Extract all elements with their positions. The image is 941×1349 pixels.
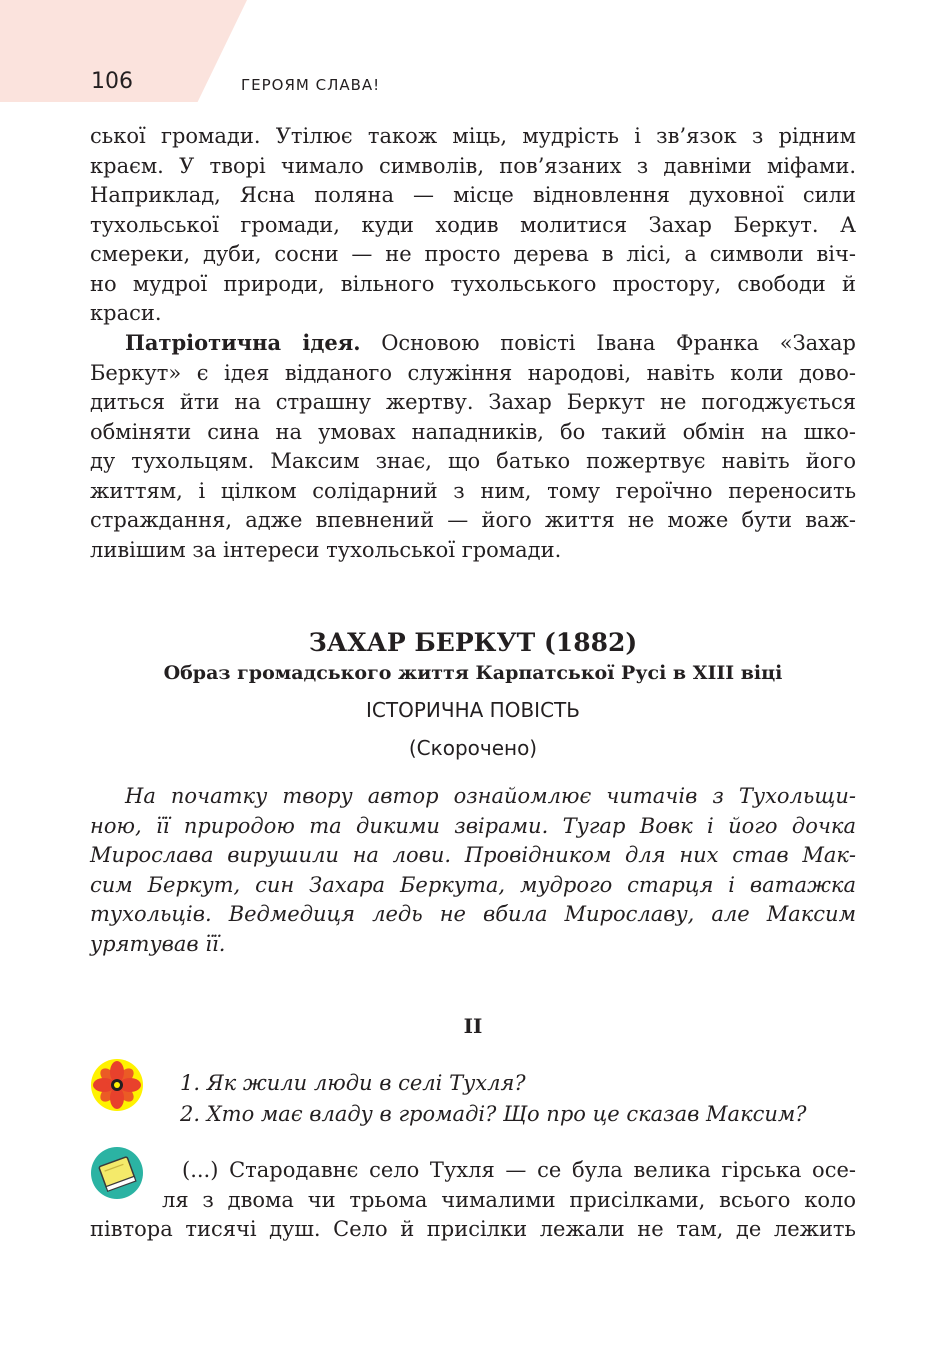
work-subtitle: Образ громадського життя Карпатської Русі в XIII віці [163,662,783,684]
text-line: тухольців. Ведмедиця ледь не вбила Мирославу, але Максим [90,902,856,926]
patriotic-first-line: Основою повісті Івана Франка «Захар [360,331,856,355]
question-item: 1. Як жили люди в селі Тухля? [180,1071,526,1095]
patriotic-term: Патріотична ідея. [125,330,361,355]
text-line: ду тухольцям. Максим знає, що батько пожертвує навіть його [90,449,856,473]
running-title: ГЕРОЯМ СЛАВА! [241,76,381,94]
text-line: страждання, адже впевнений — його життя не може бути важ- [90,508,856,532]
text-line: ною, її природою та дикими звірами. Тугар Вовк і його дочка [90,813,856,838]
question-item: 2. Хто має владу в громаді? Що про це сказав Максим? [180,1102,807,1126]
text-line: ської громади. Утілює також міць, мудрість і зв’язок з рідним [90,124,856,148]
text-line: життям, і цілком солідарний з ним, тому героїчно переносить [90,478,856,503]
text-line: Наприклад, Ясна поляна — місце відновлення духовної сили [90,183,856,207]
text-line: ля з двома чи трьома чималими присілками, всього коло [162,1187,856,1212]
text-line: півтора тисячі душ. Село й присілки лежали не там, де лежить [90,1217,856,1241]
chapter-number: II [463,1014,483,1038]
text-line: урятував її. [90,931,226,956]
text-line: Беркут» є ідея відданого служіння народові, навіть коли дово- [90,360,856,385]
text-line: диться йти на страшну жертву. Захар Беркут не погоджується [90,390,856,414]
text-line [90,328,856,359]
text-line: Мирослава вирушили на лови. Провідником для них став Мак- [90,843,856,867]
page-number: 106 [91,69,133,94]
story-paragraph [90,1156,856,1245]
summary-paragraph [90,782,856,959]
text-line: (...) Стародавнє село Тухля — се була велика гірська осе- [182,1158,856,1182]
text-line: смереки, дуби, сосни — не просто дерева в лісі, а символи віч- [90,242,856,266]
intro-paragraph [90,122,856,329]
text-line: ливішим за інтереси тухольської громади. [90,537,562,562]
work-genre: ІСТОРИЧНА ПОВІСТЬ [366,698,580,722]
patriotic-paragraph [90,328,856,565]
questions-list [180,1068,807,1130]
abridged-note: (Скорочено) [408,736,538,760]
text-line: обміняти сина на умовах нападників, бо такий обмін на шко- [90,419,856,444]
text-line: краєм. У творі чимало символів, пов’язаних з давніми міфами. [90,153,856,178]
text-line: сим Беркут, син Захара Беркута, мудрого старця і ватажка [90,872,856,897]
text-line: тухольської громади, куди ходив молитися Захар Беркут. А [90,212,856,237]
text-line: но мудрої природи, вільного тухольського простору, свободи й [90,271,856,296]
flower-icon [90,1058,144,1112]
work-title: ЗАХАР БЕРКУТ (1882) [308,628,638,657]
text-line: На початку твору автор ознайомлює читачів з Тухольщи- [125,784,856,808]
text-line: краси. [90,301,162,325]
